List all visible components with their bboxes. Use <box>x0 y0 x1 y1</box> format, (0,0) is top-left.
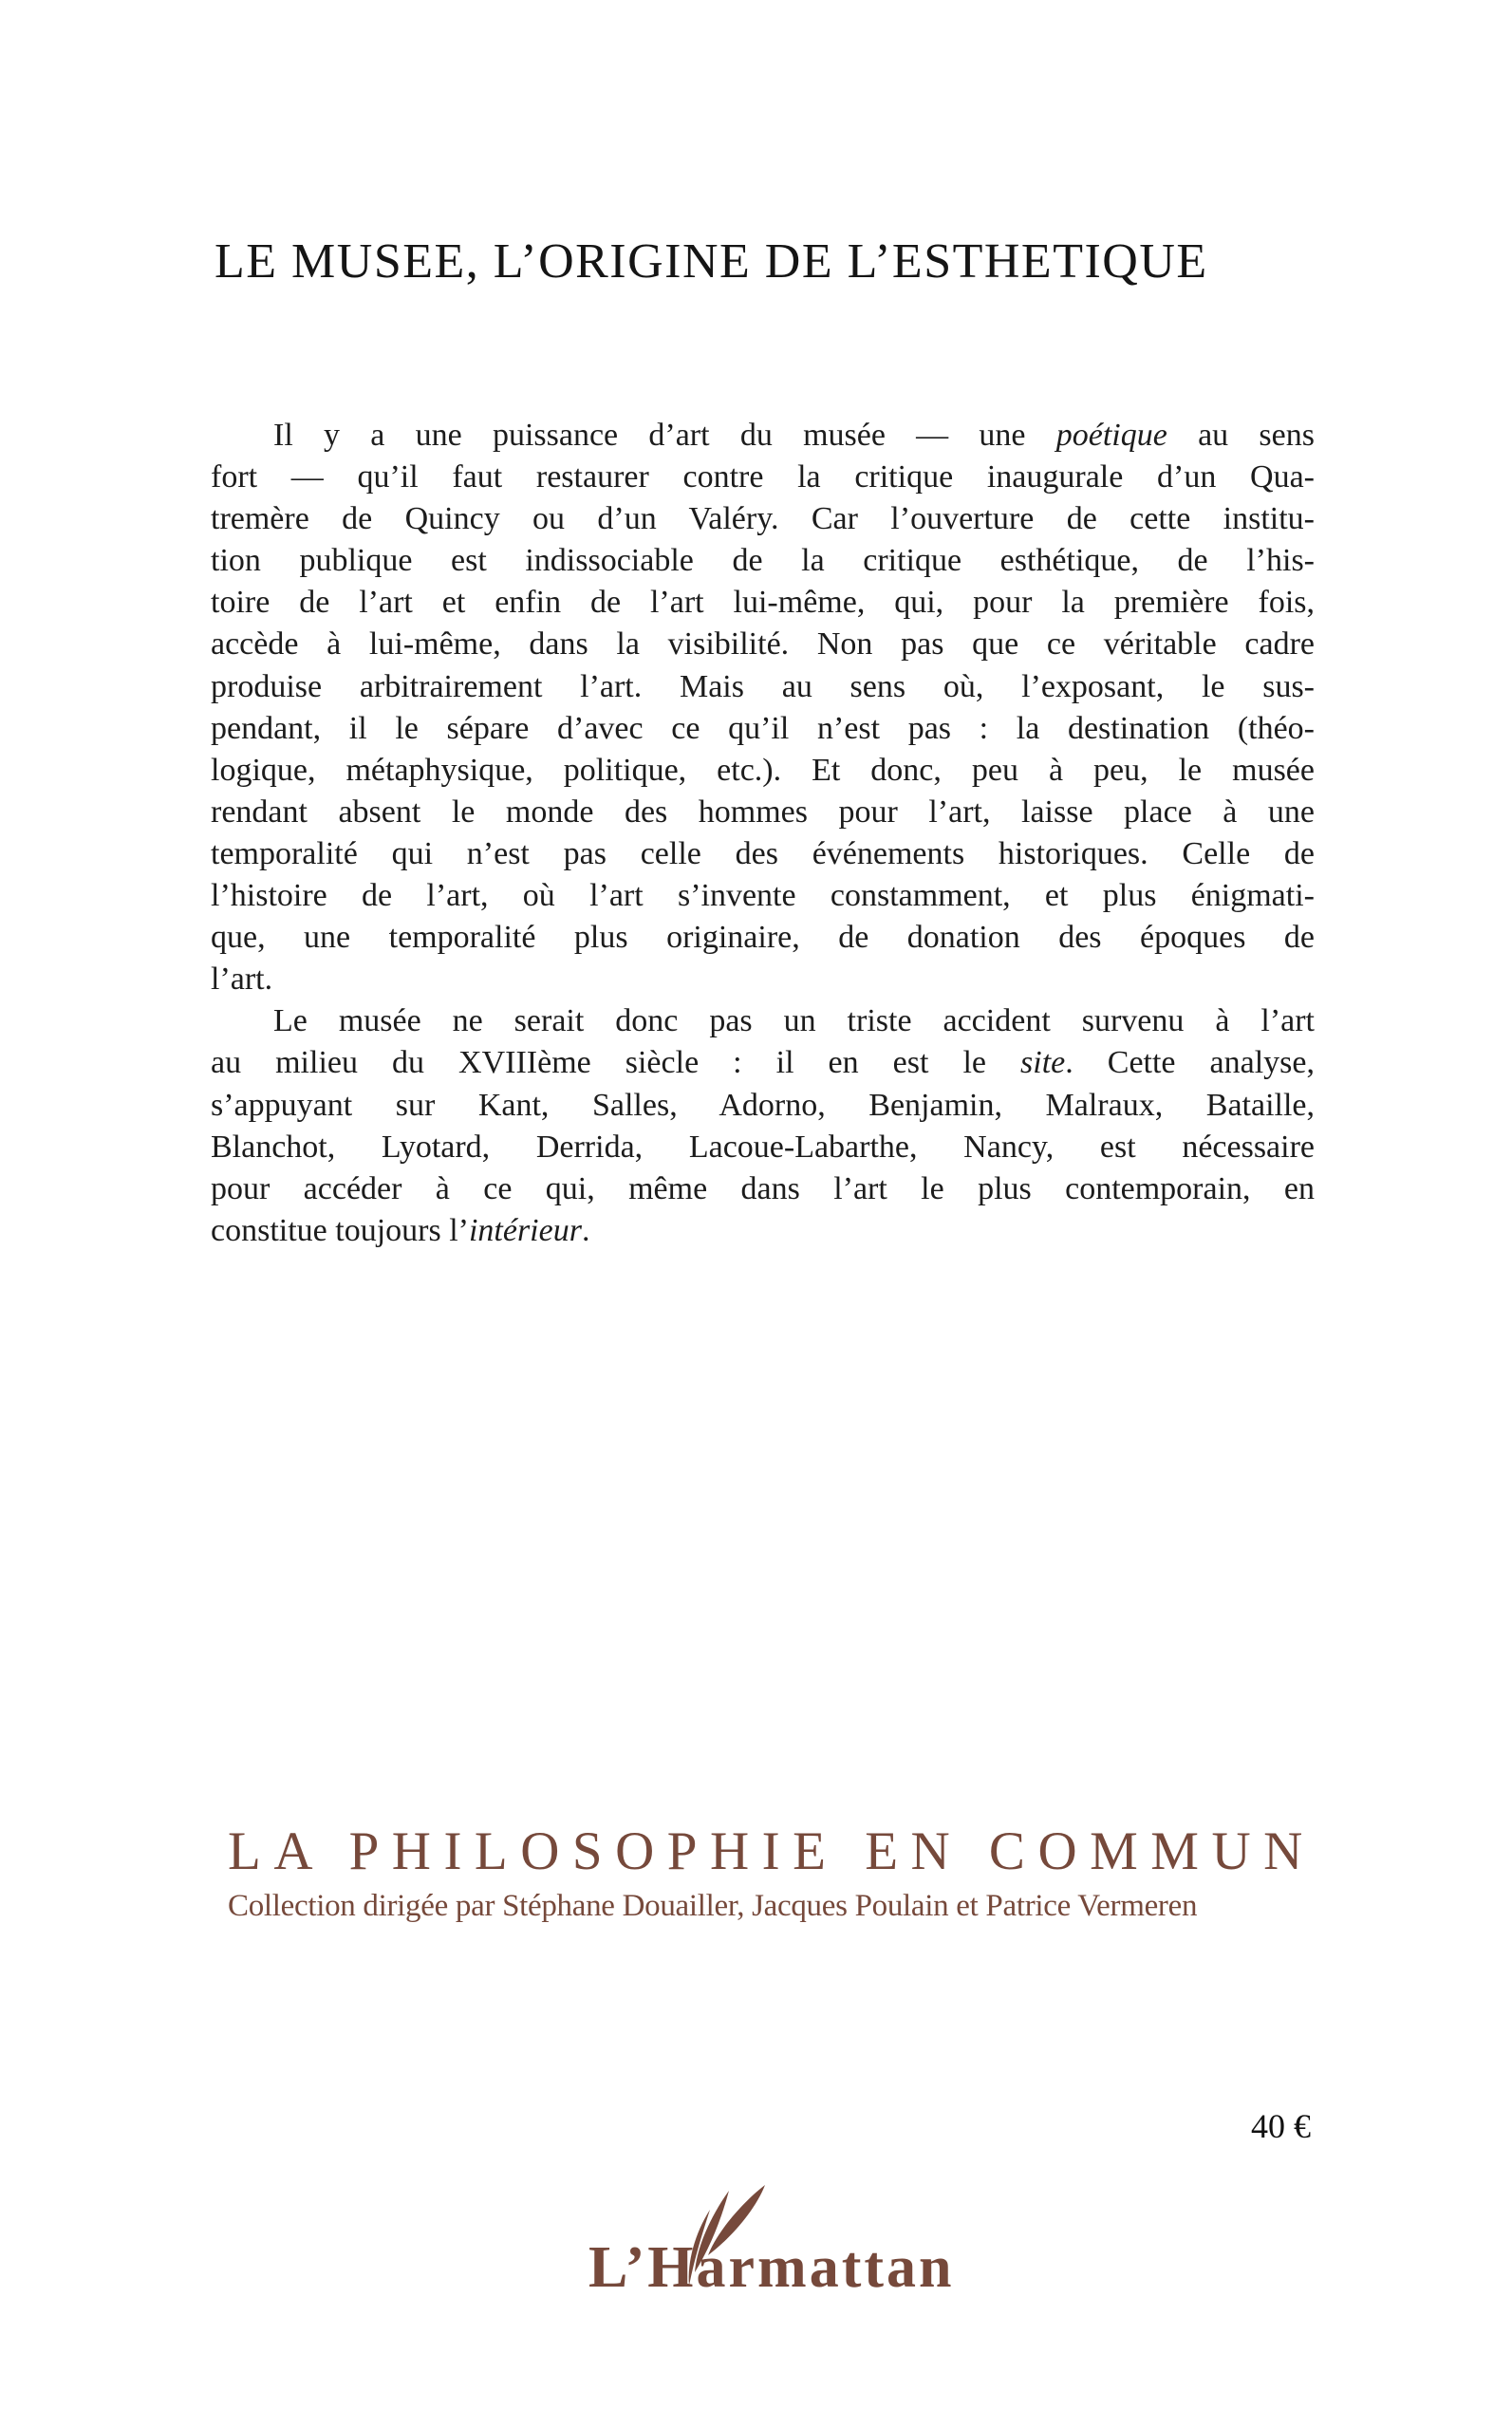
text-run: l’histoire de l’art, où l’art s’invente constamment, et plus énigmati- <box>211 878 1315 914</box>
text-run: . Cette analyse, <box>1065 1045 1315 1081</box>
italic-term: poétique <box>1055 418 1167 453</box>
text-line <box>211 1168 1315 1210</box>
text-run: . <box>581 1212 590 1248</box>
text-run: pour accéder à ce qui, même dans l’art le plus contemporain, en <box>211 1170 1315 1206</box>
text-run: au milieu du XVIIIème siècle : il en est le <box>211 1045 1021 1081</box>
text-run: Blanchot, Lyotard, Derrida, Lacoue-Labarthe, Nancy, est nécessaire <box>211 1129 1315 1165</box>
text-run: s’appuyant sur Kant, Salles, Adorno, Benjamin, Malraux, Bataille, <box>211 1087 1315 1123</box>
text-run: tremère de Quincy ou d’un Valéry. Car l’ouverture de cette institu- <box>211 501 1315 537</box>
publisher-logo <box>588 2181 955 2305</box>
text-line <box>211 833 1315 875</box>
text-line <box>211 1042 1315 1084</box>
text-line <box>211 1000 1315 1042</box>
collection-block <box>228 1821 1316 1925</box>
text-line <box>211 750 1315 792</box>
text-run: produise arbitrairement l’art. Mais au sens où, l’exposant, le sus- <box>211 668 1315 704</box>
collection-editors: Collection dirigée par Stéphane Douailler, Jacques Poulain et Patrice Vermeren <box>228 1889 1198 1923</box>
text-line <box>211 666 1315 708</box>
text-run: au sens <box>1167 418 1315 453</box>
back-cover-summary <box>211 415 1315 1252</box>
text-run: rendant absent le monde des hommes pour l’art, laisse place à une <box>211 794 1315 830</box>
text-run: l’art. <box>211 962 273 998</box>
text-run: logique, métaphysique, politique, etc.). Et donc, peu à peu, le musée <box>211 752 1315 788</box>
text-line <box>211 498 1315 540</box>
book-title: LE MUSEE, L’ORIGINE DE L’ESTHETIQUE <box>215 234 1208 289</box>
text-line <box>211 959 1315 1000</box>
text-line <box>211 1127 1315 1168</box>
text-run: temporalité qui n’est pas celle des événements historiques. Celle de <box>211 835 1315 871</box>
text-run: fort — qu’il faut restaurer contre la critique inaugurale d’un Qua- <box>211 459 1315 495</box>
italic-term: site <box>1020 1045 1066 1081</box>
text-run: pendant, il le sépare d’avec ce qu’il n’est pas : la destination (théo- <box>211 710 1315 746</box>
text-line <box>211 457 1315 498</box>
text-line <box>211 917 1315 959</box>
text-run: Le musée ne serait donc pas un triste accident survenu à l’art <box>273 1003 1315 1039</box>
text-line <box>211 582 1315 624</box>
price: 40 € <box>1251 2107 1311 2145</box>
text-run: que, une temporalité plus originaire, de donation des époques de <box>211 920 1315 956</box>
text-run: accède à lui-même, dans la visibilité. Non pas que ce véritable cadre <box>211 626 1315 663</box>
text-line <box>211 708 1315 750</box>
text-line <box>211 415 1315 457</box>
text-run: tion publique est indissociable de la critique esthétique, de l’his- <box>211 543 1315 579</box>
text-line <box>211 792 1315 833</box>
collection-title: LA PHILOSOPHIE EN COMMUN <box>228 1821 1316 1881</box>
text-run: toire de l’art et enfin de l’art lui-même, qui, pour la première fois, <box>211 585 1315 621</box>
text-run: constitue toujours l’ <box>211 1212 469 1248</box>
italic-term: intérieur <box>468 1212 582 1248</box>
text-line <box>211 875 1315 917</box>
text-line <box>211 624 1315 665</box>
text-line <box>211 1085 1315 1127</box>
publisher-name: L’Harmattan <box>588 2235 955 2300</box>
text-run: Il y a une puissance d’art du musée — une <box>273 418 1056 453</box>
text-line <box>211 540 1315 582</box>
text-line <box>211 1210 1315 1252</box>
